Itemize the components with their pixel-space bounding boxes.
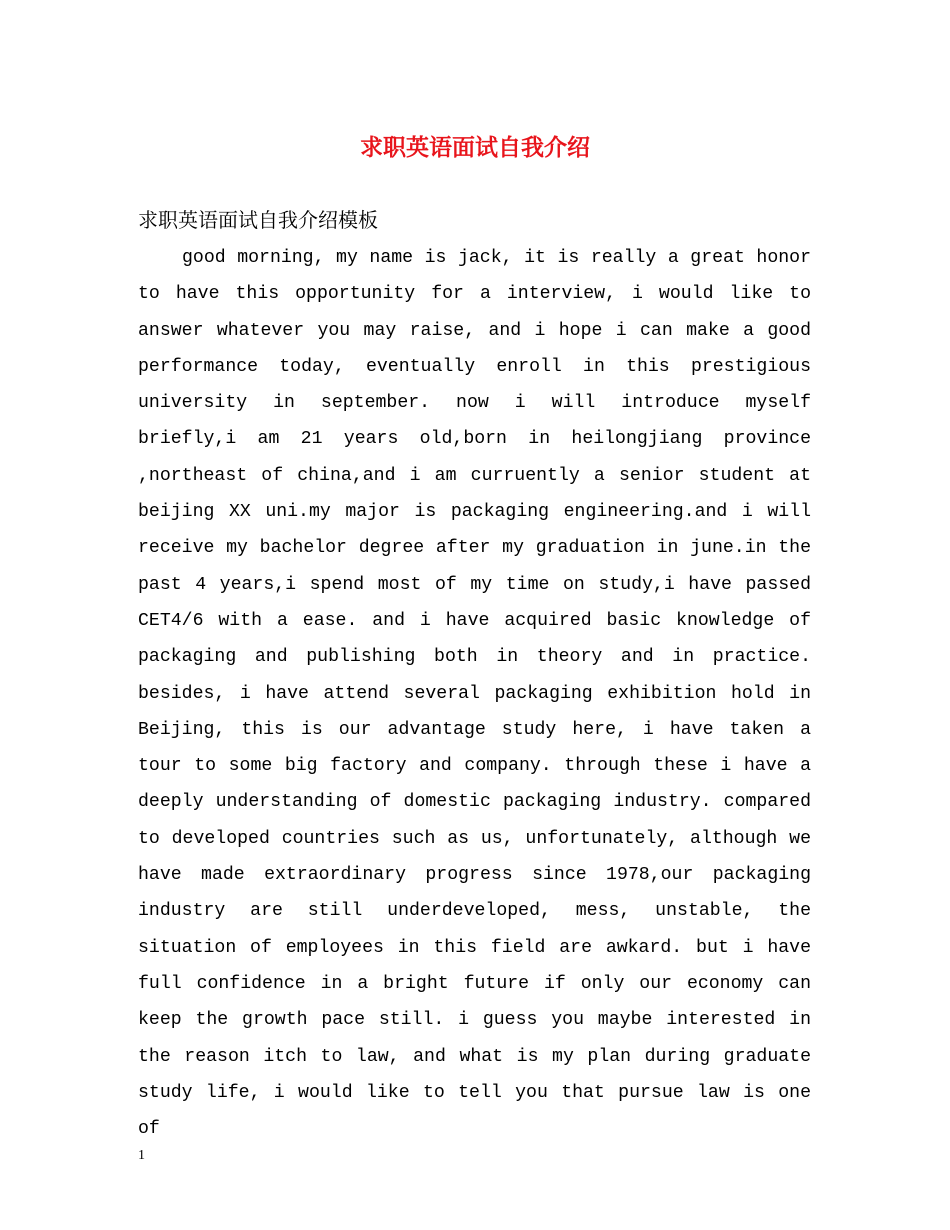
page-number: 1 xyxy=(138,1148,145,1163)
document-subtitle: 求职英语面试自我介绍模板 xyxy=(138,208,378,232)
document-title: 求职英语面试自我介绍 xyxy=(360,134,590,161)
body-paragraph: good morning, my name is jack, it is really a great honor to have this opportunity for a interview, i would like to answer whatever you may raise, and i hope i can make a good performance today, eventually enroll in this prestigious university in september. now i will introduce myself briefly,i am 21 years old,born in heilongjiang province ,northeast of china,and i am curruently a senior student at beijing XX uni.my major is packaging engineering.and i will receive my bachelor degree after my graduation in june.in the past 4 years,i spend most of my time on study,i have passed CET4/6 with a ease. and i have acquired basic knowledge of packaging and publishing both in theory and in practice. besides, i have attend several packaging exhibition hold in Beijing, this is our advantage study here, i have taken a tour to some big factory and company. through these i have a deeply understanding of domestic packaging industry. compared to developed countries such as us, unfortunately, although we have made extraordinary progress since 1978,our packaging industry are still underdeveloped, mess, unstable, the situation of employees in this field are awkard. but i have full confidence in a bright future if only our economy can keep the growth pace still. i guess you maybe interested in the reason itch to law, and what is my plan during graduate study life, i would like to tell you that pursue law is one of xyxy=(138,248,811,1140)
